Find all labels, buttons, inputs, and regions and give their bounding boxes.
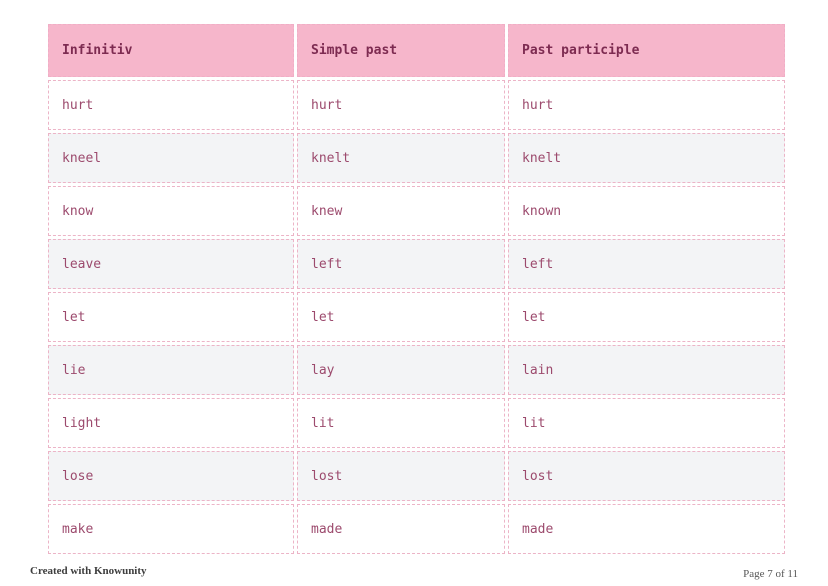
header-cell-infinitiv: Infinitiv [48, 24, 294, 77]
table-cell: lain [508, 345, 785, 395]
table-row [48, 345, 788, 395]
table-row [48, 239, 788, 289]
header-cell-past-participle: Past participle [508, 24, 785, 77]
table-row [48, 292, 788, 342]
table-cell: light [48, 398, 294, 448]
table-cell: knelt [508, 133, 785, 183]
table-cell: let [297, 292, 505, 342]
table-cell: hurt [48, 80, 294, 130]
table-cell: lit [508, 398, 785, 448]
table-cell: left [297, 239, 505, 289]
table-cell: lie [48, 345, 294, 395]
table-cell: make [48, 504, 294, 554]
table-cell: hurt [508, 80, 785, 130]
table-cell: let [48, 292, 294, 342]
table-cell: known [508, 186, 785, 236]
footer-credit: Created with Knowunity [30, 565, 147, 577]
table-cell: know [48, 186, 294, 236]
table-row [48, 133, 788, 183]
footer-page-number: Page 7 of 11 [743, 568, 798, 580]
table-cell: left [508, 239, 785, 289]
header-cell-simple-past: Simple past [297, 24, 505, 77]
table-cell: made [297, 504, 505, 554]
table-cell: kneel [48, 133, 294, 183]
table-cell: lost [297, 451, 505, 501]
table-cell: lit [297, 398, 505, 448]
table-row [48, 186, 788, 236]
table-cell: knelt [297, 133, 505, 183]
table-cell: made [508, 504, 785, 554]
table-cell: knew [297, 186, 505, 236]
table-cell: lay [297, 345, 505, 395]
table-cell: lose [48, 451, 294, 501]
verb-table [48, 24, 788, 554]
table-row [48, 398, 788, 448]
table-cell: leave [48, 239, 294, 289]
table-cell: hurt [297, 80, 505, 130]
table-row [48, 451, 788, 501]
table-row [48, 80, 788, 130]
table-cell: let [508, 292, 785, 342]
table-cell: lost [508, 451, 785, 501]
table-row [48, 504, 788, 554]
table-header-row [48, 24, 788, 77]
